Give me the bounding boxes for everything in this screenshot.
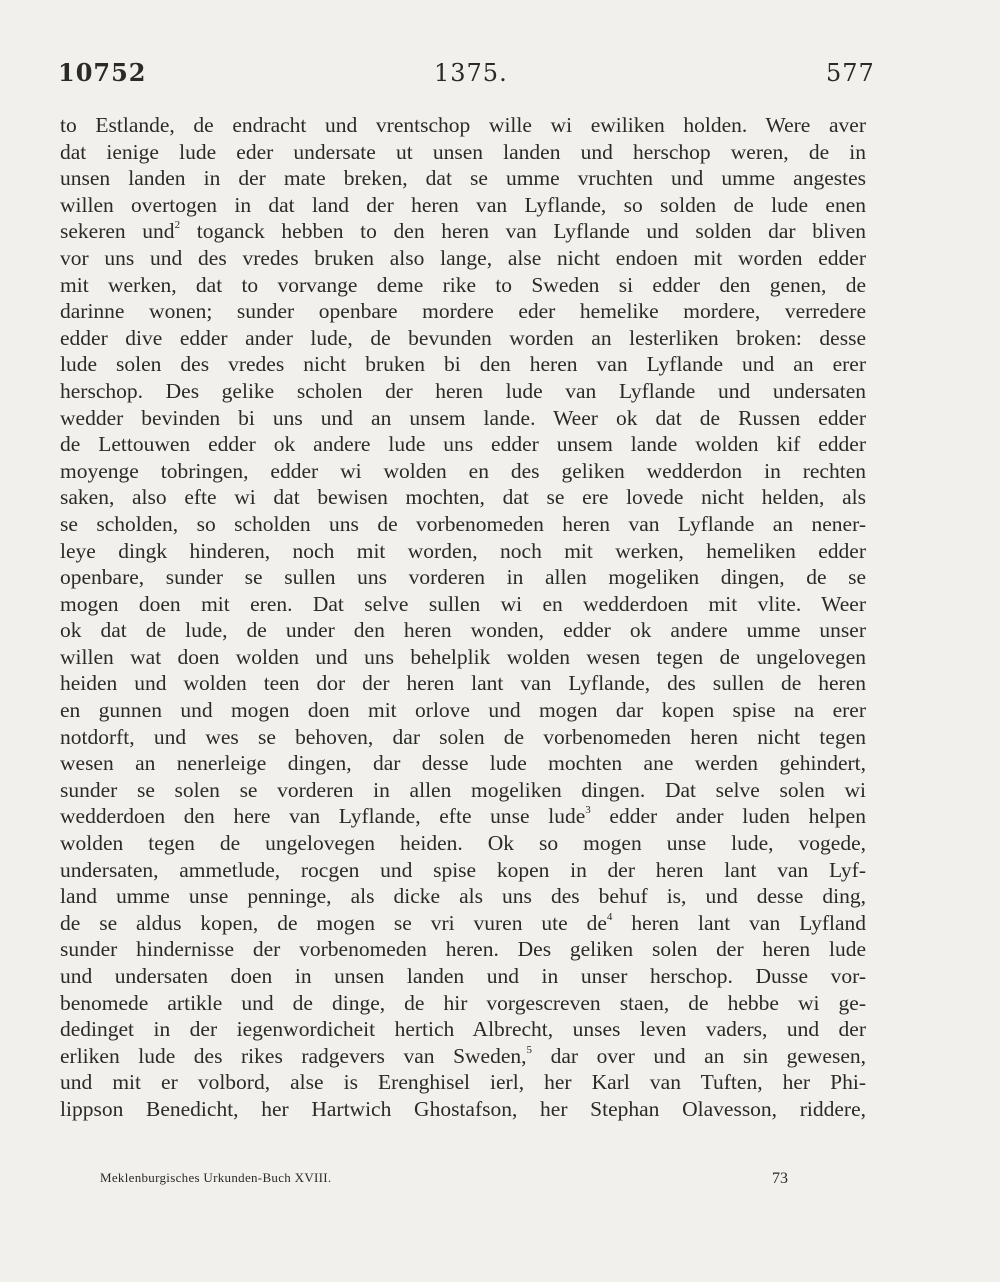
line-text: dar over und an sin gewesen,	[532, 1043, 866, 1068]
text-line	[60, 724, 866, 751]
line-text: edder ander luden helpen	[590, 804, 866, 829]
line-text: sunder hindernisse der vorbenomeden heren. Des geliken solen der heren lude	[60, 937, 866, 962]
line-text: en gunnen und mogen doen mit orlove und mogen dar kopen spise na erer	[60, 698, 866, 723]
line-text: ok dat de lude, de under den heren wonden, edder ok andere umme unser	[60, 618, 866, 643]
footnote-marker: 4	[606, 910, 613, 923]
text-line	[60, 670, 866, 697]
text-line	[60, 165, 866, 192]
year-heading: 1375.	[434, 59, 508, 87]
text-line	[60, 218, 866, 245]
footnote-marker: 5	[526, 1043, 533, 1056]
line-text: wedder bevinden bi uns und an unsem lande. Weer ok dat de Russen edder	[60, 405, 866, 430]
text-line	[60, 644, 866, 671]
text-line	[60, 538, 866, 565]
line-text: heren lant van Lyfland	[612, 910, 866, 935]
line-text: lippson Benedicht, her Hartwich Ghostafson, her Stephan Olavesson, riddere,	[60, 1096, 866, 1121]
line-text: toganck hebben to den heren van Lyflande und solden dar bliven	[180, 219, 866, 244]
line-text: sunder se solen se vorderen in allen mogeliken dingen. Dat selve solen wi	[60, 777, 866, 802]
line-text: dedinget in der iegenwordicheit hertich Albrecht, unses leven vaders, und der	[60, 1017, 866, 1042]
line-text: de Lettouwen edder ok andere lude uns edder unsem lande wolden kif edder	[60, 432, 866, 457]
text-line	[60, 484, 866, 511]
line-text: saken, also efte wi dat bewisen mochten, dat se ere lovede nicht helden, als	[60, 485, 866, 510]
text-line	[60, 272, 866, 299]
line-text: heiden und wolden teen dor der heren lant van Lyflande, des sullen de heren	[60, 671, 866, 696]
text-line	[60, 617, 866, 644]
text-line	[60, 245, 866, 272]
text-line	[60, 431, 866, 458]
line-text: lude solen des vredes nicht bruken bi den heren van Lyflande und an erer	[60, 352, 866, 377]
line-text: unsen landen in der mate breken, dat se umme vruchten und umme angestes	[60, 166, 866, 191]
line-text: mit werken, dat to vorvange deme rike to Sweden si edder den genen, de	[60, 272, 866, 297]
line-text: leye dingk hinderen, noch mit worden, noch mit werken, hemeliken edder	[60, 538, 866, 563]
text-line	[60, 298, 866, 325]
text-line	[60, 750, 866, 777]
line-text: erliken lude des rikes radgevers van Sweden,	[60, 1043, 527, 1068]
text-line	[60, 1016, 866, 1043]
text-line	[60, 511, 866, 538]
text-line	[60, 857, 866, 884]
line-text: willen overtogen in dat land der heren van Lyflande, so solden de lude enen	[60, 192, 866, 217]
document-number: 10752	[58, 58, 147, 87]
line-text: und undersaten doen in unsen landen und in unser herschop. Dusse vor-	[60, 964, 866, 988]
text-line	[60, 591, 866, 618]
line-text: sekeren und	[60, 219, 175, 244]
line-text: willen wat doen wolden und uns behelplik wolden wesen tegen de ungelovegen	[60, 644, 866, 669]
footnote-marker: 2	[174, 219, 181, 232]
line-text: to Estlande, de endracht und vrentschop wille wi ewiliken holden. Were aver	[60, 113, 866, 137]
text-line	[60, 192, 866, 219]
footer-book-title: Meklenburgisches Urkunden-Buch XVIII.	[100, 1170, 332, 1185]
page-number: 577	[826, 59, 875, 87]
text-line	[60, 139, 866, 166]
line-text: edder dive edder ander lude, de bevunden worden an lesterliken broken: desse	[60, 325, 866, 350]
text-line	[60, 378, 866, 405]
text-line	[60, 777, 866, 804]
line-text: benomede artikle und de dinge, de hir vorgescreven staen, de hebbe wi ge-	[60, 990, 866, 1015]
line-text: herschop. Des gelike scholen der heren lude van Lyflande und undersaten	[60, 378, 866, 403]
line-text: dat ienige lude eder undersate ut unsen landen und herschop weren, de in	[60, 139, 866, 164]
line-text: undersaten, ammetlude, rocgen und spise kopen in der heren lant van Lyf-	[60, 857, 866, 882]
text-line	[60, 1069, 866, 1096]
line-text: de se aldus kopen, de mogen se vri vuren ute de	[60, 910, 607, 935]
line-text: wolden tegen de ungelovegen heiden. Ok so mogen unse lude, vogede,	[60, 831, 866, 856]
line-text: notdorft, und wes se behoven, dar solen de vorbenomeden heren nicht tegen	[60, 724, 866, 749]
text-line	[60, 830, 866, 857]
text-line	[60, 963, 866, 990]
text-line	[60, 697, 866, 724]
text-line	[60, 936, 866, 963]
line-text: moyenge tobringen, edder wi wolden en des geliken wedderdon in rechten	[60, 458, 866, 483]
line-text: wedderdoen den here van Lyflande, efte unse lude	[60, 804, 586, 829]
line-text: wesen an nenerleige dingen, dar desse lude mochten ane werden gehindert,	[60, 751, 866, 776]
text-line	[60, 803, 866, 830]
text-line	[60, 883, 866, 910]
text-line	[60, 458, 866, 485]
line-text: vor uns und des vredes bruken also lange, alse nicht endoen mit worden edder	[60, 245, 866, 270]
text-line	[60, 1043, 866, 1070]
text-line	[60, 112, 866, 139]
text-line	[60, 405, 866, 432]
footnote-marker: 3	[585, 804, 591, 817]
text-line	[60, 325, 866, 352]
text-line	[60, 351, 866, 378]
text-line	[60, 910, 866, 937]
line-text: openbare, sunder se sullen uns vorderen in allen mogeliken dingen, de se	[60, 565, 866, 590]
sheet-signature: 73	[772, 1170, 788, 1187]
line-text: darinne wonen; sunder openbare mordere eder hemelike mordere, verredere	[60, 299, 866, 324]
text-line	[60, 990, 866, 1017]
line-text: und mit er volbord, alse is Erenghisel ierl, her Karl van Tuften, her Phi-	[60, 1070, 866, 1095]
line-text: mogen doen mit eren. Dat selve sullen wi en wedderdoen mit vlite. Weer	[60, 591, 866, 616]
body-text	[60, 112, 866, 1123]
text-line	[60, 564, 866, 591]
text-line	[60, 1096, 866, 1123]
line-text: se scholden, so scholden uns de vorbenomeden heren van Lyflande an nener-	[60, 511, 866, 536]
line-text: land umme unse penninge, als dicke als uns des behuf is, und desse ding,	[60, 884, 866, 909]
